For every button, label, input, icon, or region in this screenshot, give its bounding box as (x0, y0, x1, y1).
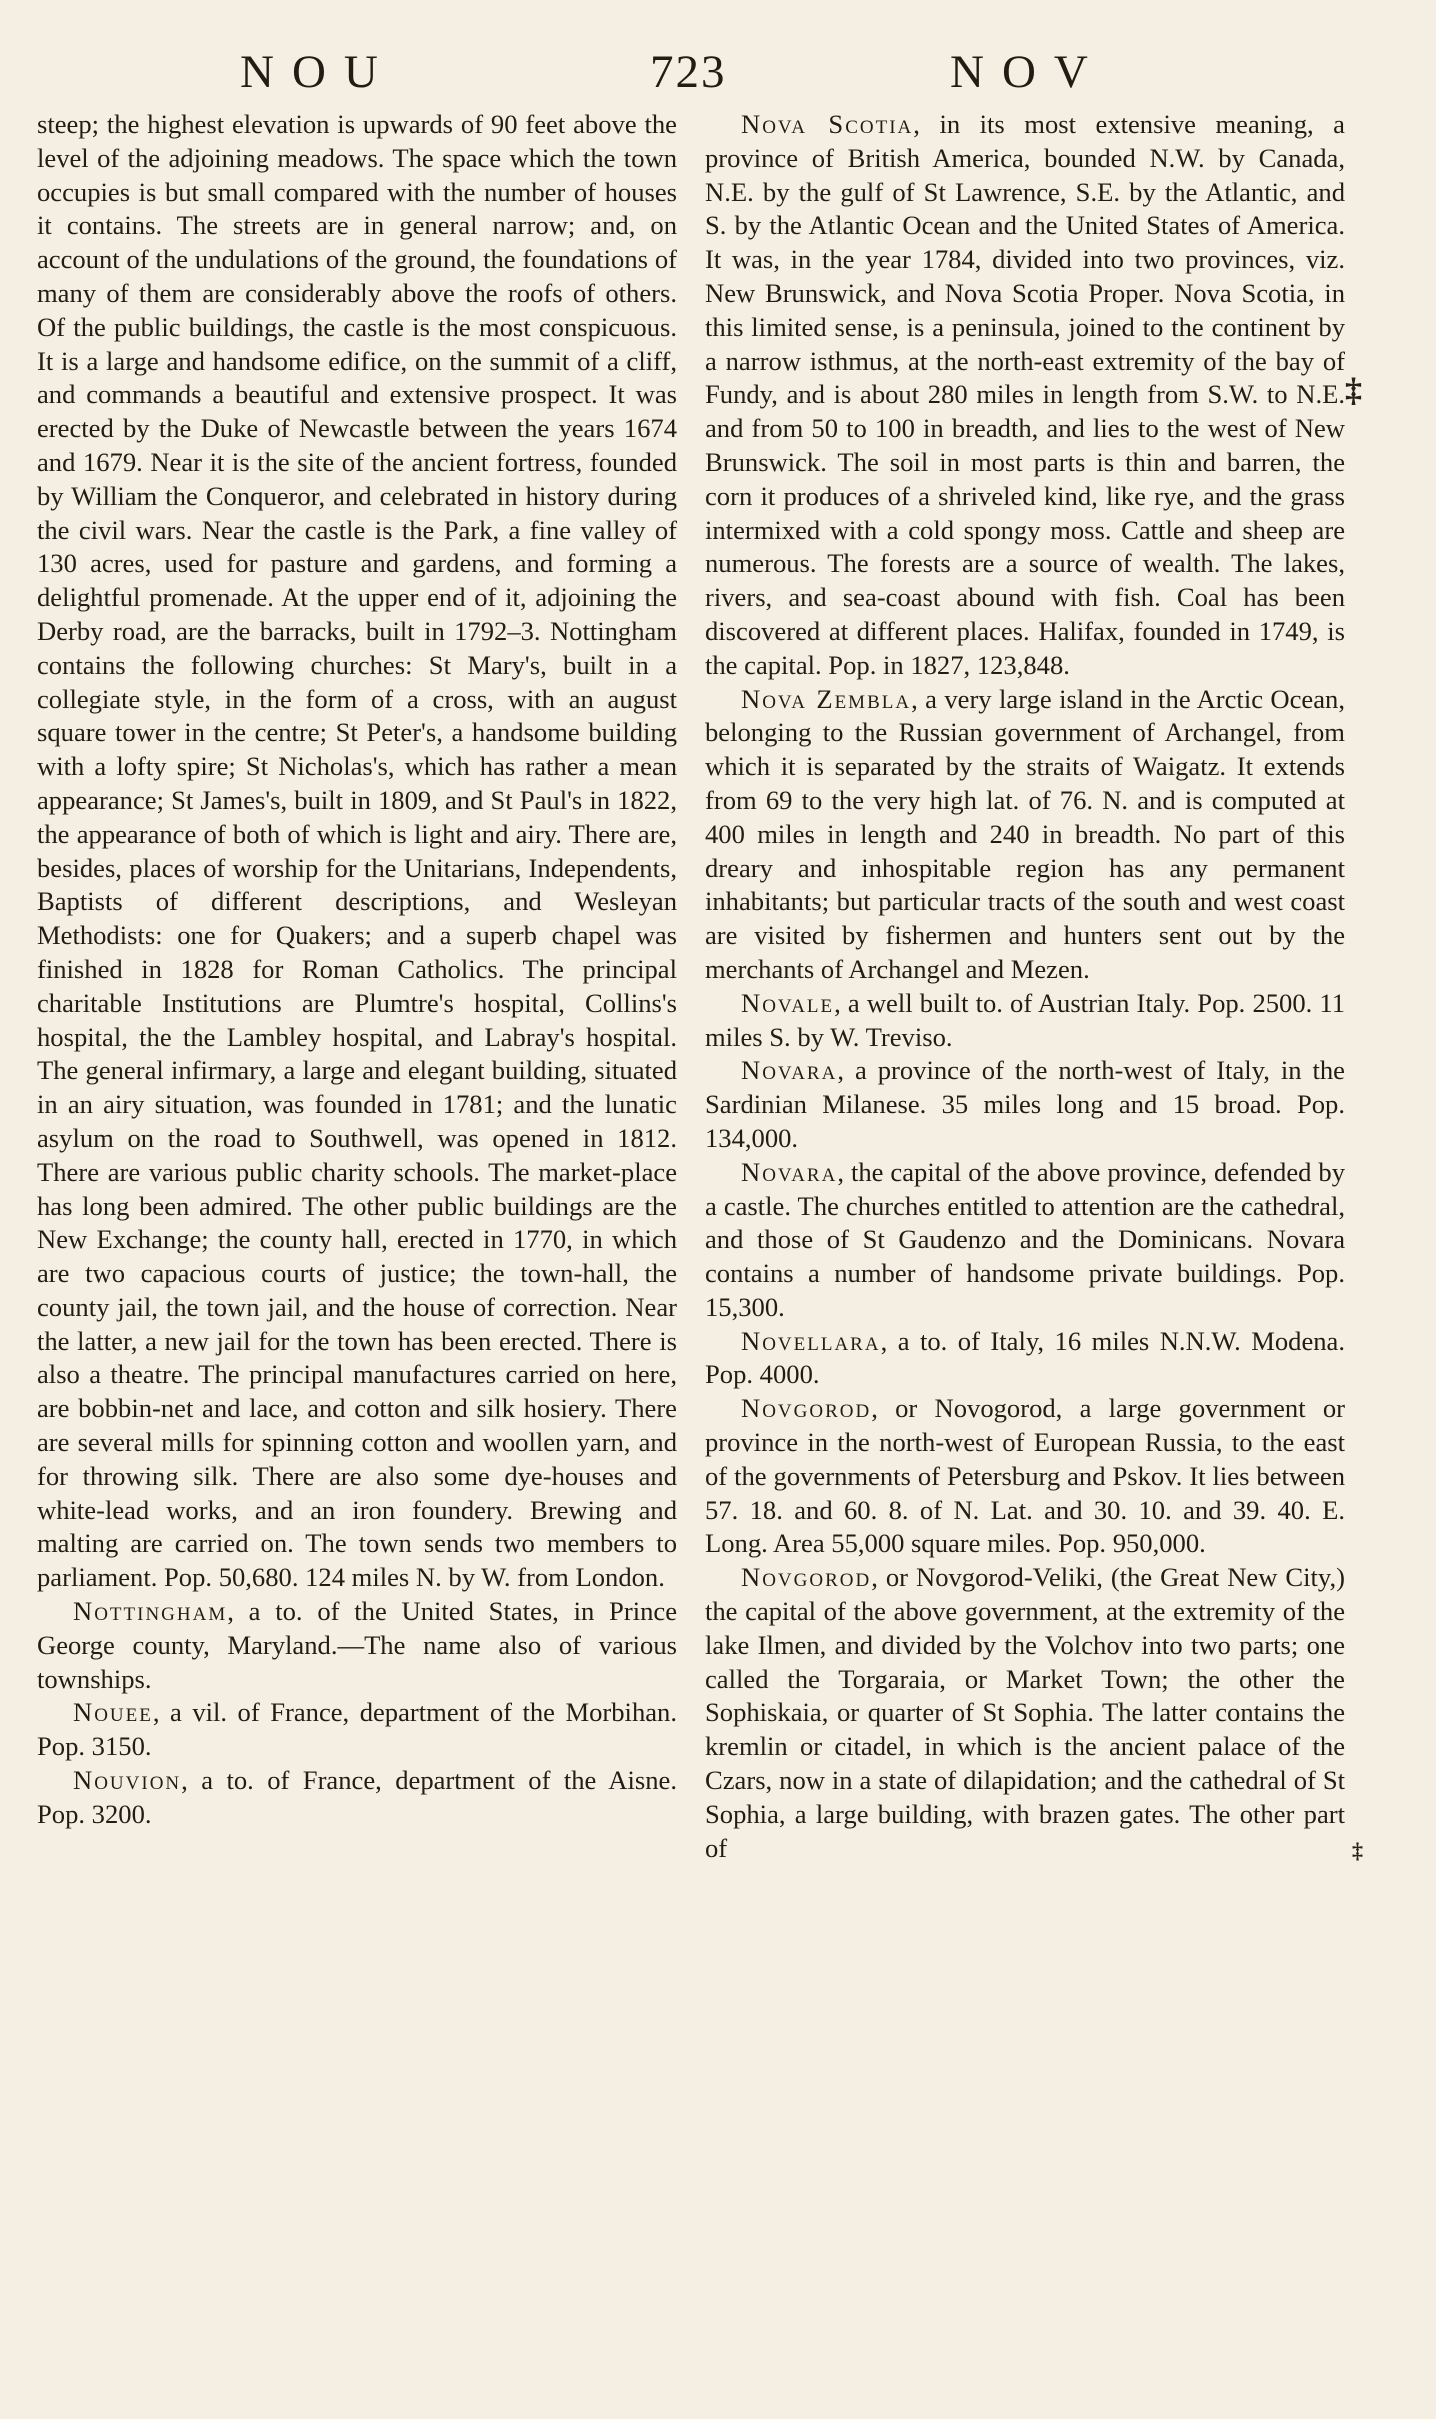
entry-text: , in its most extensive meaning, a province of British America, bounded N.W. by Canada, N.E. by the gulf of St Lawrence, S.E. by the Atlantic, and S. by the Atlantic Ocean and the United States of America. It was, in the year 1784, divided into two provinces, viz. New Brunswick, and Nova Scotia Proper. Nova Scotia, in this limited sense, is a peninsula, joined to the continent by a narrow isthmus, at the north-east extremity of the bay of Fundy, and is about 280 miles in length from S.W. to N.E. and from 50 to 100 in breadth, and lies to the west of New Brunswick. The soil in most parts is thin and barren, the corn it produces of a shriveled kind, like rye, and the grass intermixed with a cold spongy moss. Cattle and sheep are numerous. The forests are a source of wealth. The lakes, rivers, and sea-coast abound with fish. Coal has been discovered at different places. Halifax, founded in 1749, is the capital. Pop. in 1827, 123,848. (705, 109, 1345, 680)
entry-text: , a very large island in the Arctic Ocean, belonging to the Russian government of Archangel, from which it is separated by the straits of Waigatz. It extends from 69 to the very high lat. of 76. N. and is computed at 400 miles in length and 240 in breadth. No part of this dreary and inhospitable region has any permanent inhabitants; but particular tracts of the south and west coast are visited by fishermen and hunters sent out by the merchants of Archangel and Mezen. (705, 683, 1345, 984)
entry-headword: Nouvion (73, 1765, 182, 1796)
entry-headword: Novara (741, 1156, 838, 1187)
entry-text: , a to. of France, department of the Aisne. Pop. 3200. (37, 1765, 677, 1829)
entry-paragraph (705, 108, 1345, 683)
entry-paragraph (705, 1054, 1345, 1155)
entry-headword: Nouee (73, 1697, 153, 1728)
entry-text: , a to. of the United States, in Prince George county, Maryland.—The name also of various townships. (37, 1596, 677, 1694)
entry-paragraph (705, 1325, 1345, 1393)
margin-ink-mark-icon: ‡ (1352, 1838, 1363, 1863)
entry-text: , a province of the north-west of Italy, in the Sardinian Milanese. 35 miles long and 15 broad. Pop. 134,000. (705, 1055, 1345, 1153)
entry-headword: Novgorod (741, 1393, 872, 1424)
entry-text: , a to. of Italy, 16 miles N.N.W. Modena. Pop. 4000. (705, 1325, 1345, 1390)
entry-text: , a vil. of France, department of the Morbihan. Pop. 3150. (37, 1697, 677, 1762)
entry-paragraph (37, 1764, 677, 1832)
entry-headword: Nova Zembla (741, 683, 912, 714)
right-column (705, 108, 1345, 1865)
margin-ink-mark-icon: ‡ (1345, 372, 1362, 409)
continuation-paragraph: steep; the highest elevation is upwards of 90 feet above the level of the adjoining meadows. The space which the town occupies is but small compared with the number of houses it contains. The streets are in general narrow; and, on account of the undulations of the ground, the foundations of many of them are considerably above the roofs of others. Of the public buildings, the castle is the most conspicuous. It is a large and handsome edifice, on the summit of a cliff, and commands a beautiful and extensive prospect. It was erected by the Duke of Newcastle between the years 1674 and 1679. Near it is the site of the ancient fortress, founded by William the Conqueror, and celebrated in history during the civil wars. Near the castle is the Park, a fine valley of 130 acres, used for pasture and gardens, and forming a delightful promenade. At the upper end of it, adjoining the Derby road, are the barracks, built in 1792–3. Nottingham contains the following churches: St Mary's, built in a collegiate style, in the form of a cross, with an august square tower in the centre; St Peter's, a handsome building with a lofty spire; St Nicholas's, which has rather a mean appearance; St James's, built in 1809, and St Paul's in 1822, the appearance of both of which is light and airy. There are, besides, places of worship for the Unitarians, Independents, Baptists of different descriptions, and Wesleyan Methodists: one for Quakers; and a superb chapel was finished in 1828 for Roman Catholics. The principal charitable Institutions are Plumtre's hospital, Collins's hospital, the the Lambley hospital, and Labray's hospital. The general infirmary, a large and elegant building, situated in an airy situation, was founded in 1781; and the lunatic asylum on the road to Southwell, was opened in 1812. There are various public charity schools. The market-place has long been admired. The other public buildings are the New Exchange; the county hall, erected in 1770, in which are two capacious courts of justice; the town-hall, the county jail, the town jail, and the house of correction. Near the latter, a new jail for the town has been erected. There is also a theatre. The principal manufactures carried on here, are bobbin-net and lace, and cotton and silk hosiery. There are several mills for spinning cotton and woollen yarn, and for throwing silk. There are also some dye-houses and white-lead works, and an iron foundery. Brewing and malting are carried on. The town sends two members to parliament. Pop. 50,680. 124 miles N. by W. from London. (37, 109, 677, 1593)
page-header (0, 42, 1436, 102)
entry-paragraph (37, 1595, 677, 1696)
entry-paragraph (37, 1696, 677, 1764)
entry-paragraph (705, 1392, 1345, 1561)
entry-headword: Novale (741, 987, 835, 1018)
page-number: 723 (650, 46, 727, 98)
entry-text: , or Novogorod, a large government or province in the north-west of European Russia, to the east of the governments of Petersburg and Pskov. It lies between 57. 18. and 60. 8. of N. Lat. and 30. 10. and 39. 40. E. Long. Area 55,000 square miles. Pop. 950,000. (705, 1393, 1345, 1559)
entry-headword: Novellara (741, 1325, 881, 1356)
entry-headword: Nottingham (73, 1596, 228, 1627)
entry-paragraph (705, 987, 1345, 1055)
entry-text: , the capital of the above province, defended by a castle. The churches entitled to attention are the cathedral, and those of St Gaudenzo and the Dominicans. Novara contains a number of handsome private buildings. Pop. 15,300. (705, 1156, 1345, 1322)
entry-text: , or Novgorod-Veliki, (the Great New City,) the capital of the above government, at the extremity of the lake Ilmen, and divided by the Volchov into two parts; one called the Torgaraia, or Market Town; the other the Sophiskaia, or quarter of St Sophia. The latter contains the kremlin or citadel, in which is the ancient palace of the Czars, now in a state of dilapidation; and the cathedral of St Sophia, a large building, with brazen gates. The other part of (705, 1562, 1345, 1863)
entry-headword: Novara (741, 1055, 838, 1086)
entry-headword: Novgorod (741, 1562, 872, 1593)
header-left-guide-word: NOU (240, 46, 396, 98)
entry-paragraph (705, 1561, 1345, 1865)
entry-paragraph (705, 683, 1345, 987)
entry-text: , a well built to. of Austrian Italy. Pop. 2500. 11 miles S. by W. Treviso. (705, 987, 1345, 1052)
left-column (37, 108, 677, 1832)
entry-paragraph (705, 1156, 1345, 1325)
entry-headword: Nova Scotia (741, 109, 914, 139)
header-right-guide-word: NOV (950, 46, 1106, 98)
